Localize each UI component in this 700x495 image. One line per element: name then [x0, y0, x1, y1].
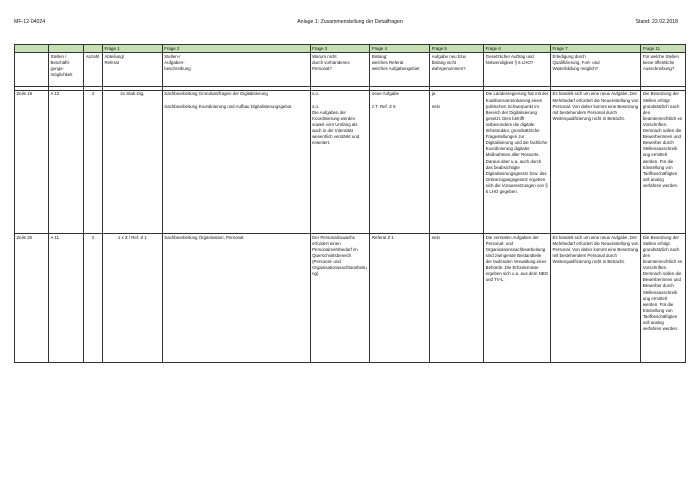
question-cell-empty	[15, 45, 49, 53]
new-task-cell	[430, 234, 484, 363]
task-description-line: Sachbearbeitung Grundsatzfragen der Digitalisierung	[164, 91, 268, 97]
previous-cell	[370, 90, 430, 233]
question-label: Frage 1	[102, 45, 162, 53]
column-header	[15, 53, 49, 87]
detail-questions-table	[14, 44, 686, 363]
new-task-cell	[430, 90, 484, 233]
department: 2x Stab Dig.	[102, 90, 162, 233]
task-description-line: Sachbearbeitung Koordinierung und Aufbau Digitalisierungsgebot	[164, 103, 292, 109]
task-description-line: Sachbearbeitung Organisation, Personal	[164, 234, 244, 240]
previous-cell	[370, 234, 430, 363]
legal-mandate: Die Landesregierung hat mit der Koalitionsvereinbarung einen politischen Schwerpunkt im Bereich der Digitalisierung gesetzt. Dies betrifft insbesondere die digitale Infrastruktur, grundsätzliche Fragestellungen zur Digitalisierung und die fachliche Koordinierung digitaler Maßnahmen aller Ressorts. Daraus aber u.a. auch durch das beabsichtigte Digitalisierungsgesetz bzw. das Onlinezugangsgesetz ergeben sich die Voraussetzungen von § 6 LHO gegeben.	[484, 90, 551, 233]
question-label: Frage 11	[641, 45, 686, 53]
row-label: Zeile 20	[15, 234, 49, 363]
column-header: Stellen / Beschäfti- gungs- möglichkeit	[49, 53, 84, 87]
qualification: Es handelt sich um eine neue Aufgabe. Der Mehrbedarf erfordert die Neueinstellung von Personal. Von daher kommt eine Besetzung mit bestehendem Personal durch Weiterqualifizierung nicht in Betracht.	[551, 234, 641, 363]
reason-text: Der Personalzuwachs erfordert einen Personalmehrbedarf im Querschnittsbereich (Personal- und Organisationssachbearbeitung)	[312, 234, 367, 277]
document-date: Stand: 22.02.2018	[635, 19, 678, 25]
question-label: Frage 3	[310, 45, 370, 53]
document-title: Anlage 1: Zusammenstellung der Detailfragen	[297, 19, 403, 25]
new-task-text: ja	[431, 91, 436, 97]
column-header: Für welche Stellen keine öffentliche Ausschreibung?	[641, 53, 686, 87]
question-label: Frage 6	[484, 45, 551, 53]
table-row	[15, 90, 686, 233]
column-header-row	[15, 53, 686, 87]
row-label: Zeile 19	[15, 90, 49, 233]
table-row	[15, 234, 686, 363]
tender-info: Die Besetzung der Stellen erfolgt grundsätzlich nach den beamtenrechtlich en Vorschriften. Demnach sollen die Bewerberinnen und Bewerber durch Stellenausschreib ung ermittelt werden. Für die Einstellung von Tarifbeschäftigten soll analog verfahren werden.	[641, 234, 686, 363]
previous-text: neue Aufgabe	[371, 91, 399, 97]
document-id: MF-12-04024	[14, 19, 46, 25]
question-row	[15, 45, 686, 53]
task-description	[162, 90, 310, 233]
column-header: Bislang: welches Referat welches Aufgabengebiet	[370, 53, 430, 87]
question-label: Frage 5	[430, 45, 484, 53]
previous-text: z.T. Ref. Z 5	[371, 103, 396, 109]
question-cell-empty	[49, 45, 84, 53]
new-task-text: nein	[431, 103, 441, 109]
column-header: Abteilung/ Referat	[102, 53, 162, 87]
question-cell-empty	[84, 45, 103, 53]
department: 1 x Z / Ref. Z 1	[102, 234, 162, 363]
position-grade: A 11	[49, 234, 84, 363]
tender-info: Die Besetzung der Stellen erfolgt grundsätzlich nach den beamtenrechtlich en Vorschriften. Demnach sollen die Bewerberinnen und Bewerber durch Stellenausschreib ung ermittelt werden. Für die Einstellung von Tarifbeschäftigten soll analog verfahren werden.	[641, 90, 686, 233]
task-description	[162, 234, 310, 363]
column-header: Anzahl	[84, 53, 103, 87]
column-header: Aufgabe neu bzw. bislang nicht wahrgenommen?	[430, 53, 484, 87]
qualification: Es handelt sich um eine neue Aufgabe. Der Mehrbedarf erfordert die Neueinstellung von Personal. Von daher kommt eine Besetzung mit bestehendem Personal durch Weiterqualifizierung nicht in Betracht.	[551, 90, 641, 233]
new-task-text: nein	[431, 234, 441, 240]
column-header: Stellen-/ Aufgaben- beschreibung	[162, 53, 310, 87]
column-header: Warum nicht durch vorhandenes Personal?	[310, 53, 370, 87]
question-label: Frage 7	[551, 45, 641, 53]
question-label: Frage 2	[162, 45, 310, 53]
reason-text: s.o.	[312, 91, 320, 97]
position-grade: A 12	[49, 90, 84, 233]
position-count: 2	[84, 90, 103, 233]
position-count: 2	[84, 234, 103, 363]
previous-text: Referat Z 1	[371, 234, 394, 240]
legal-mandate: Die zentralen Aufgaben der Personal- und Organisationssachbearbeitung sind zwingende Bestandteile der laufenden Verwaltung einer Behörde. Die Erfordernisse ergeben sich u.a. aus dem NBG und TV-L.	[484, 234, 551, 363]
question-label: Frage 4	[370, 45, 430, 53]
column-header: Gesetzlicher Auftrag und Notwendigkeit § 6 LHO?	[484, 53, 551, 87]
column-header: Erledigung durch Qualifizierung, Fort- und Weiterbildung möglich?	[551, 53, 641, 87]
reason-text: s.o. Die Aufgaben der Koordinierung werden soweit vom Umfang als auch in der Intensität wesentlich verstärkt und erweitert.	[312, 103, 360, 146]
reason-cell	[310, 90, 370, 233]
reason-cell	[310, 234, 370, 363]
